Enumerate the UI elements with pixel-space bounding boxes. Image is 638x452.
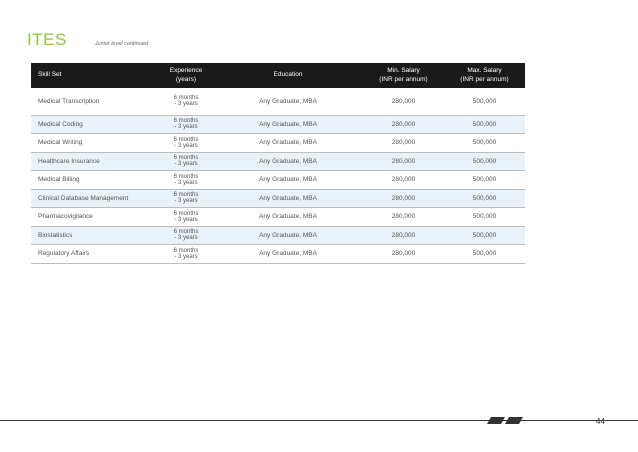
footer-slash-decoration xyxy=(487,417,505,424)
table-row xyxy=(31,208,525,227)
footer-rule xyxy=(0,420,638,421)
cell-education: Any Graduate, MBA xyxy=(259,231,317,239)
cell-max-salary: 500,000 xyxy=(472,213,497,221)
cell-experience: 6 months - 3 years xyxy=(173,95,199,108)
page-number: 44 xyxy=(596,417,605,426)
cell-skill: Medical Billing xyxy=(38,176,80,184)
cell-skill: Medical Writing xyxy=(38,139,83,147)
cell-experience: 6 months - 3 years xyxy=(173,136,199,149)
cell-max-salary: 500,000 xyxy=(472,120,497,128)
column-header-experience: Experience (years) xyxy=(169,67,203,83)
cell-education: Any Graduate, MBA xyxy=(259,194,317,202)
cell-experience: 6 months - 3 years xyxy=(173,155,199,168)
cell-education: Any Graduate, MBA xyxy=(259,250,317,258)
cell-education: Any Graduate, MBA xyxy=(259,176,317,184)
cell-max-salary: 500,000 xyxy=(472,97,497,105)
cell-max-salary: 500,000 xyxy=(472,139,497,147)
cell-skill: Pharmacovigilance xyxy=(38,213,93,221)
footer-slash-decoration xyxy=(505,417,523,424)
table-row xyxy=(31,152,525,171)
cell-education: Any Graduate, MBA xyxy=(259,120,317,128)
column-header-min-salary: Min. Salary (INR per annum) xyxy=(379,67,428,83)
cell-max-salary: 500,000 xyxy=(472,250,497,258)
cell-max-salary: 500,000 xyxy=(472,176,497,184)
column-header-max-salary: Max. Salary (INR per annum) xyxy=(460,67,509,83)
table-row xyxy=(31,88,525,115)
table-row xyxy=(31,171,525,190)
column-header-skill: Skill Set xyxy=(38,71,62,79)
cell-experience: 6 months - 3 years xyxy=(173,247,199,260)
cell-min-salary: 280,000 xyxy=(391,157,416,165)
table-row xyxy=(31,134,525,153)
cell-skill: Biostatistics xyxy=(38,231,73,239)
cell-skill: Clinical Database Management xyxy=(38,194,129,202)
column-header-education: Education xyxy=(273,71,303,79)
table-header-row xyxy=(31,63,525,88)
table-row xyxy=(31,189,525,208)
cell-education: Any Graduate, MBA xyxy=(259,213,317,221)
cell-max-salary: 500,000 xyxy=(472,194,497,202)
cell-max-salary: 500,000 xyxy=(472,231,497,239)
section-subtitle: Junior level continued xyxy=(94,41,148,47)
cell-skill: Medical Transcription xyxy=(38,97,100,105)
cell-education: Any Graduate, MBA xyxy=(259,157,317,165)
table-row xyxy=(31,115,525,134)
table-body xyxy=(31,88,525,263)
cell-education: Any Graduate, MBA xyxy=(259,139,317,147)
cell-skill: Regulatory Affairs xyxy=(38,250,90,258)
cell-min-salary: 280,000 xyxy=(391,97,416,105)
table-row xyxy=(31,245,525,264)
cell-min-salary: 280,000 xyxy=(391,139,416,147)
cell-experience: 6 months - 3 years xyxy=(173,229,199,242)
table-row xyxy=(31,226,525,245)
cell-skill: Healthcare Insurance xyxy=(38,157,100,165)
cell-experience: 6 months - 3 years xyxy=(173,173,199,186)
cell-education: Any Graduate, MBA xyxy=(259,97,317,105)
cell-experience: 6 months - 3 years xyxy=(173,192,199,205)
section-title: ITES xyxy=(27,30,67,49)
cell-max-salary: 500,000 xyxy=(472,157,497,165)
cell-experience: 6 months - 3 years xyxy=(173,118,199,131)
cell-min-salary: 280,000 xyxy=(391,231,416,239)
page-header xyxy=(27,30,148,50)
salary-table xyxy=(31,63,525,264)
cell-experience: 6 months - 3 years xyxy=(173,210,199,223)
cell-min-salary: 280,000 xyxy=(391,250,416,258)
cell-min-salary: 280,000 xyxy=(391,120,416,128)
cell-min-salary: 280,000 xyxy=(391,194,416,202)
cell-skill: Medical Coding xyxy=(38,120,83,128)
cell-min-salary: 280,000 xyxy=(391,213,416,221)
cell-min-salary: 280,000 xyxy=(391,176,416,184)
